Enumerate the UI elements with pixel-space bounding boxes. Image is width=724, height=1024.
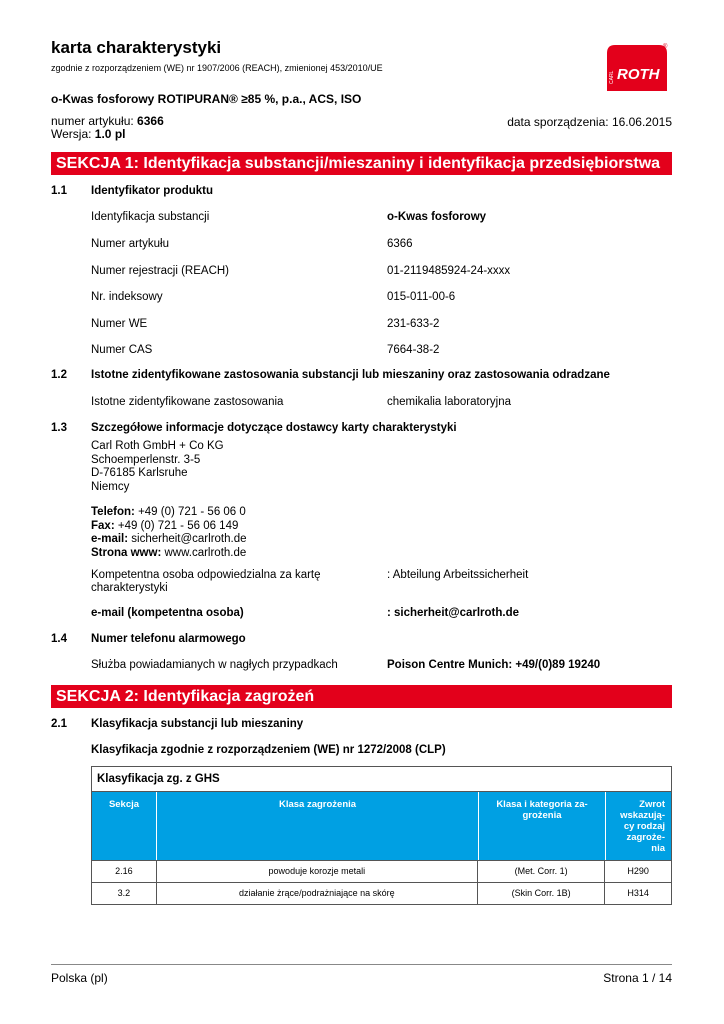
field-label: Numer artykułu [91, 238, 169, 250]
field-label: Nr. indeksowy [91, 291, 163, 303]
field-value: 6366 [387, 238, 413, 250]
table-cell: działanie żrące/podrażniające na skórę [156, 883, 477, 904]
subsection-title: Istotne zidentyfikowane zastosowania substancji lub mieszaniny oraz zastosowania odradzane [91, 369, 610, 381]
field-value: : sicherheit@carlroth.de [387, 607, 519, 619]
subsection-number: 1.4 [51, 633, 67, 645]
table-cell: H290 [604, 861, 671, 882]
field-value: Poison Centre Munich: +49/(0)89 19240 [387, 659, 601, 671]
field-label: e-mail (kompetentna osoba) [91, 607, 244, 619]
logo-text: ROTH [617, 66, 660, 83]
subsection-title: Identyfikator produktu [91, 185, 214, 197]
version-number: 1.0 pl [94, 127, 126, 141]
table-header-cell: Klasa i kategoria za- grożenia [478, 792, 605, 860]
subsection-number: 1.2 [51, 369, 67, 381]
classification-heading: Klasyfikacja zgodnie z rozporządzeniem (WE) nr 1272/2008 (CLP) [91, 744, 446, 756]
product-name: o-Kwas fosforowy ROTIPURAN® ≥85 %, p.a., ACS, ISO [51, 92, 362, 106]
table-caption: Klasyfikacja zg. z GHS [92, 767, 671, 792]
creation-date: data sporządzenia: 16.06.2015 [507, 115, 672, 129]
address-line: Schoemperlenstr. 3-5 [91, 453, 201, 466]
article-meta [51, 115, 164, 141]
subsection-title: Numer telefonu alarmowego [91, 633, 246, 645]
table-cell: 3.2 [117, 888, 131, 898]
subsection-title: Szczegółowe informacje dotyczące dostawcy karty charakterystyki [91, 422, 457, 434]
field-label: Numer rejestracji (REACH) [91, 265, 230, 277]
address-line: Niemcy [91, 480, 130, 493]
email-value: sicherheit@carlroth.de [128, 533, 247, 545]
table-header-row [92, 792, 671, 860]
field-value: 01-2119485924-24-xxxx [387, 265, 511, 277]
subsection-number: 1.3 [51, 422, 67, 434]
table-cell: 2.16 [115, 866, 133, 876]
field-label: Istotne zidentyfikowane zastosowania [91, 396, 284, 408]
field-label: Numer WE [91, 318, 148, 330]
field-value: 7664-38-2 [387, 344, 440, 356]
article-label: numer artykułu: [51, 114, 138, 128]
document-title: karta charakterystyki [51, 38, 222, 57]
footer-page-number: Strona 1 / 14 [603, 971, 672, 985]
field-value: o-Kwas fosforowy [387, 211, 487, 223]
field-value: chemikalia laboratoryjna [387, 396, 512, 408]
field-value: 231-633-2 [387, 318, 440, 330]
footer-language: Polska (pl) [51, 971, 108, 985]
table-cell: (Skin Corr. 1B) [477, 883, 604, 904]
supplier-contact [91, 506, 247, 560]
table-header-cell: Sekcja [108, 799, 140, 810]
logo-small-text: CARL [609, 70, 615, 84]
table-row [92, 882, 671, 904]
fax-value: +49 (0) 721 - 56 06 149 [114, 519, 239, 532]
footer-divider [51, 964, 672, 965]
field-label: Kompetentna osoba odpowiedzialna za kartę charakterystyki [91, 569, 321, 594]
address-line: D-76185 Karlsruhe [91, 467, 188, 479]
section-2-header: SEKCJA 2: Identyfikacja zagrożeń [51, 685, 672, 708]
section-1-header: SEKCJA 1: Identyfikacja substancji/mieszaniny i identyfikacja przedsiębiorstwa [51, 152, 672, 175]
ghs-classification-table [91, 766, 672, 905]
field-value: : Abteilung Arbeitssicherheit [387, 569, 529, 581]
version-label: Wersja: [51, 127, 95, 141]
email-label: e-mail: [91, 533, 129, 545]
subsection-number: 1.1 [51, 185, 67, 197]
logo-registered: ® [663, 44, 668, 50]
phone-value: +49 (0) 721 - 56 06 0 [134, 506, 246, 518]
document-subtitle: zgodnie z rozporządzeniem (WE) nr 1907/2006 (REACH), zmienionej 453/2010/UE [51, 63, 383, 73]
field-label: Numer CAS [91, 344, 153, 356]
address-line: Carl Roth GmbH + Co KG [91, 440, 224, 452]
field-value: 015-011-00-6 [387, 291, 456, 303]
fax-label: Fax: [91, 519, 115, 532]
supplier-address [91, 440, 224, 494]
article-number: 6366 [137, 114, 164, 128]
field-label: Identyfikacja substancji [91, 211, 210, 223]
field-label: Służba powiadamianych w nagłych przypadkach [91, 659, 338, 671]
table-cell: H314 [604, 883, 671, 904]
subsection-number: 2.1 [51, 718, 67, 730]
website-label: Strona www: [91, 546, 162, 559]
table-row [92, 860, 671, 882]
website-value: www.carlroth.de [161, 546, 247, 559]
table-cell: (Met. Corr. 1) [477, 861, 604, 882]
table-cell: powoduje korozje metali [156, 861, 477, 882]
subsection-title: Klasyfikacja substancji lub mieszaniny [91, 718, 304, 730]
table-header-cell: Klasa zagrożenia [156, 792, 478, 860]
table-header-cell: Zwrot wskazują- cy rodzaj zagroże- nia [605, 792, 671, 860]
phone-label: Telefon: [91, 506, 135, 518]
carl-roth-logo [603, 41, 671, 96]
